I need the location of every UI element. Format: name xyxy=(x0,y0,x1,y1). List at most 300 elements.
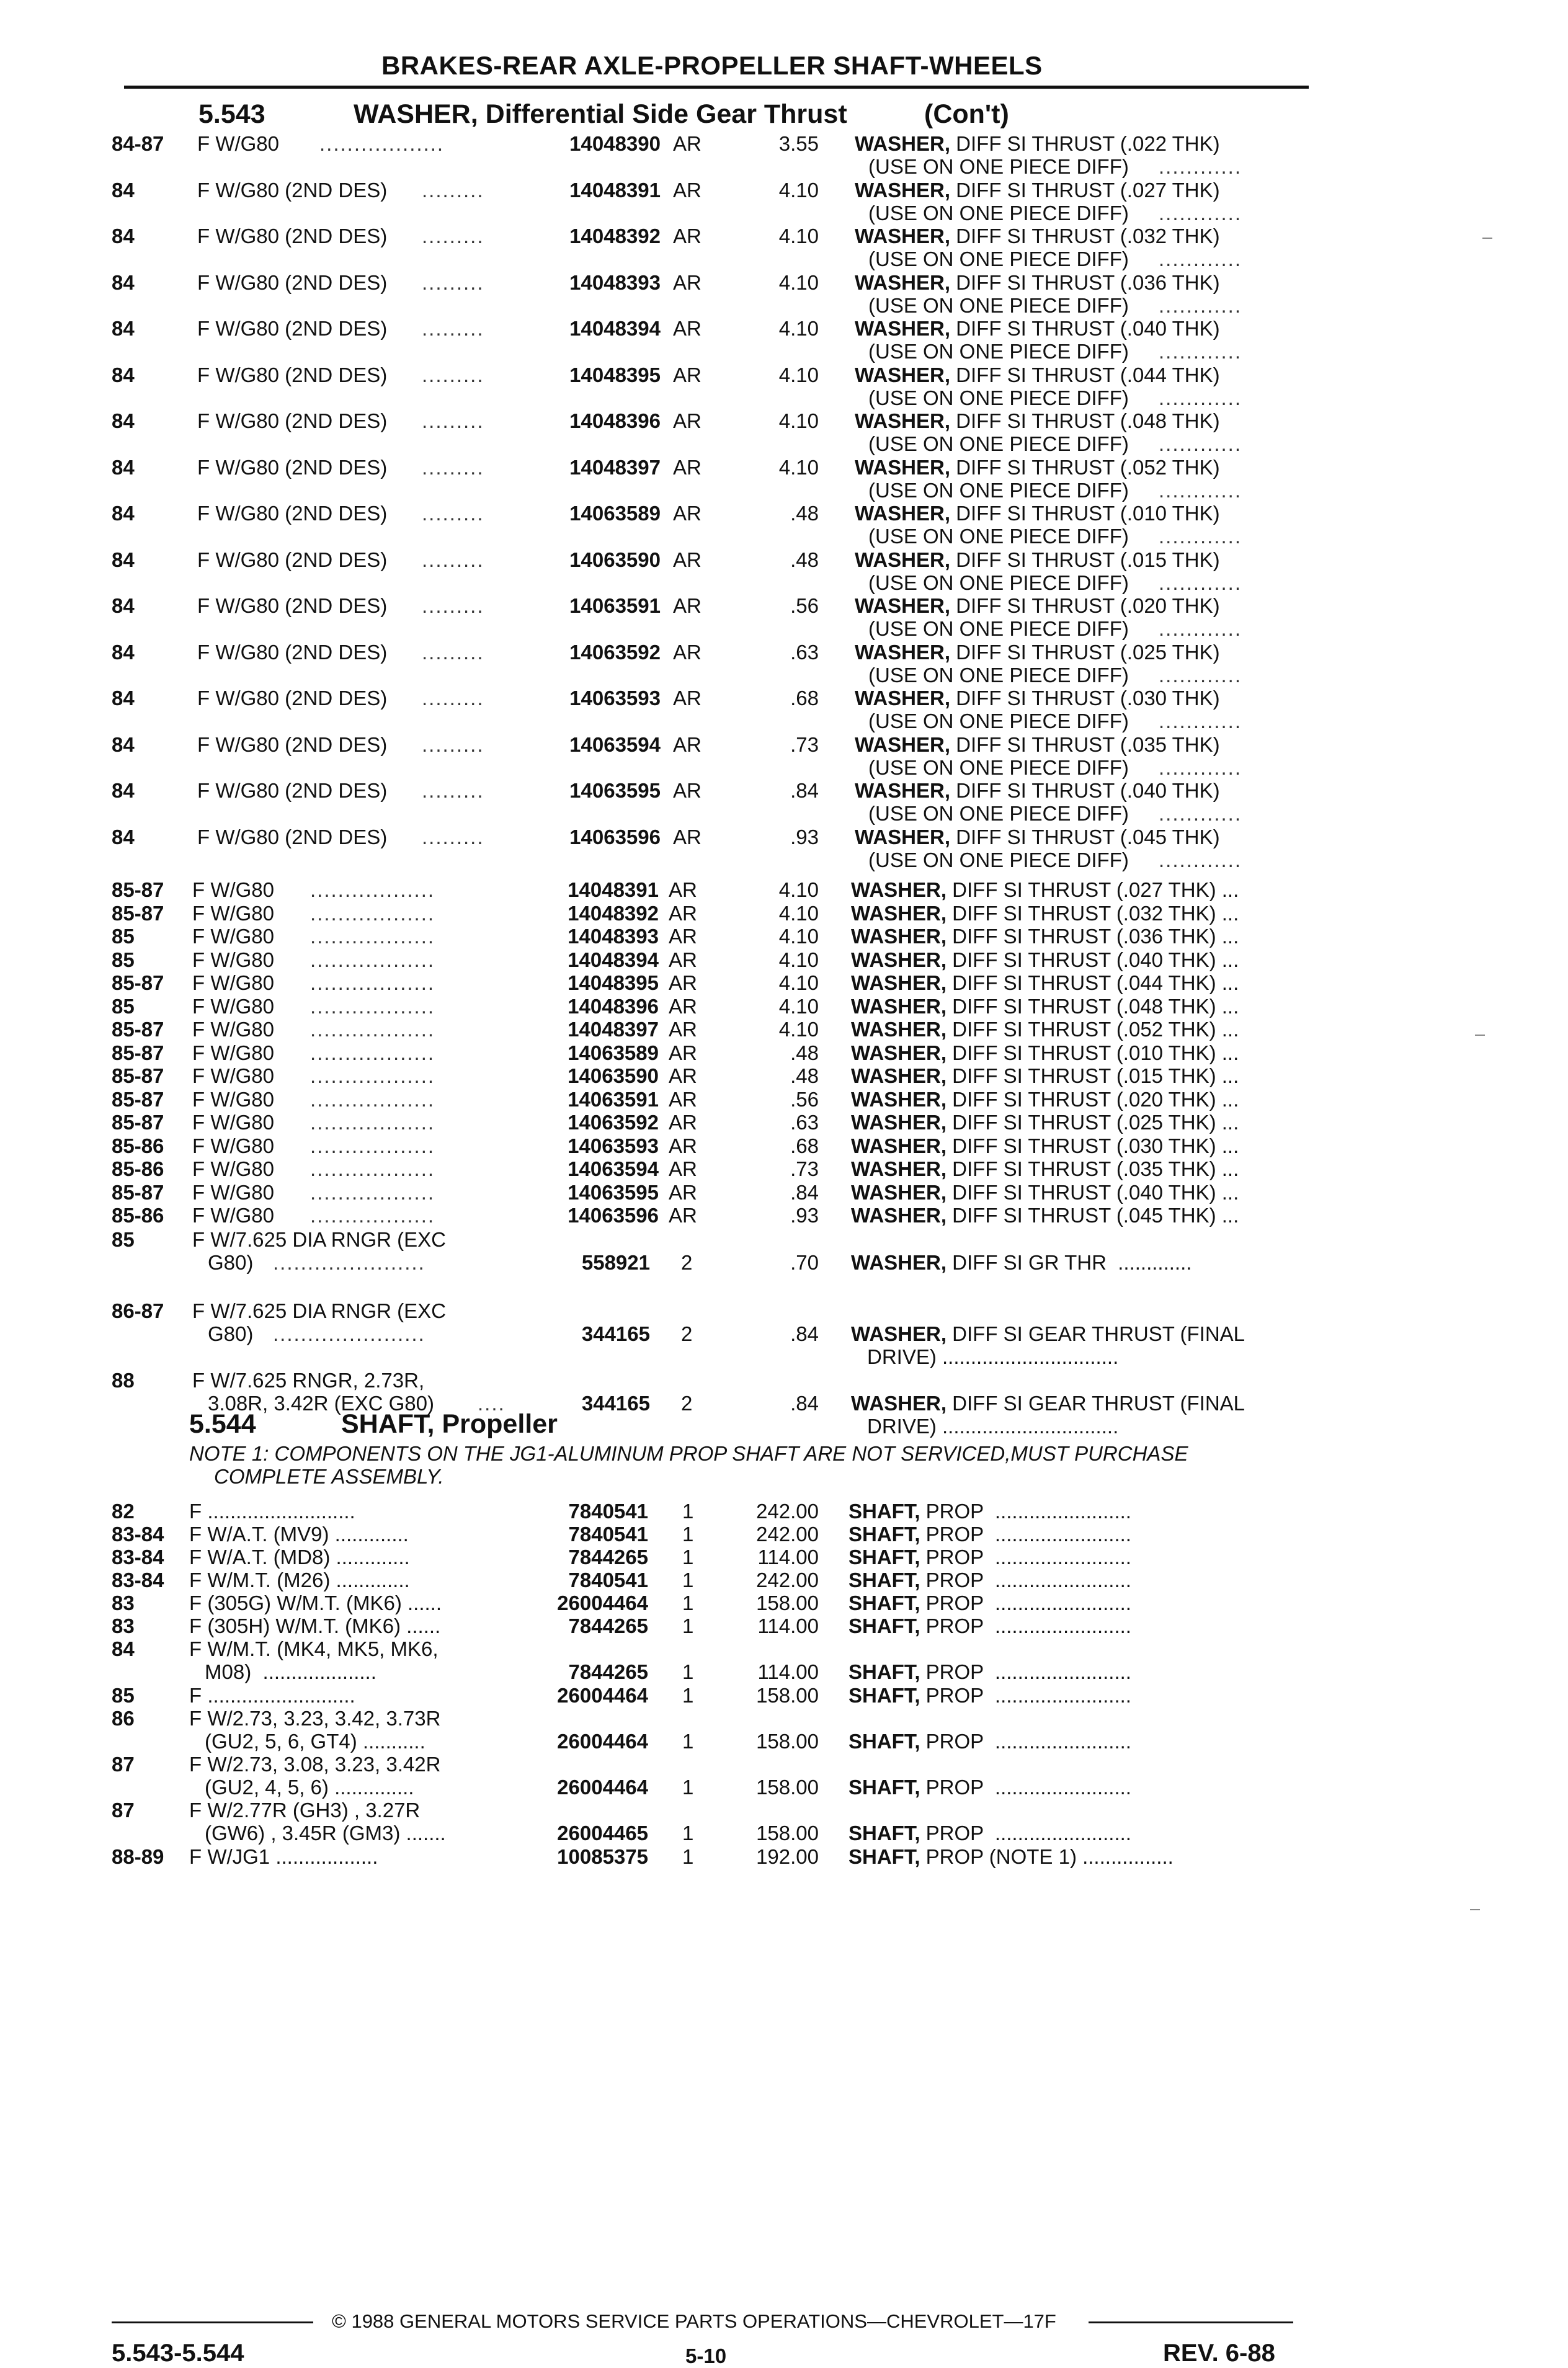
year-range: 84 xyxy=(112,687,135,710)
leader-dots: ............ xyxy=(1159,340,1242,363)
description-detail: PROP ........................ xyxy=(920,1614,1131,1637)
quantity: AR xyxy=(673,548,702,571)
page-title: BRAKES-REAR AXLE-PROPELLER SHAFT-WHEELS xyxy=(381,51,1043,80)
description-continuation: DRIVE) ............................... xyxy=(867,1345,1119,1368)
quantity: AR xyxy=(673,640,702,664)
leader-dots: .................. xyxy=(310,948,435,971)
description-noun: WASHER, xyxy=(855,502,951,525)
description-noun: WASHER, xyxy=(855,270,951,294)
quantity: AR xyxy=(669,878,697,901)
quantity: AR xyxy=(673,409,702,432)
description xyxy=(851,995,1239,1018)
description-detail: PROP ........................ xyxy=(920,1822,1131,1845)
quantity: 1 xyxy=(682,1822,694,1845)
description xyxy=(849,1822,1131,1845)
table-row xyxy=(0,1569,1568,1592)
table-row-continuation xyxy=(0,432,1568,456)
description-detail: DIFF SI THRUST (.044 THK) ... xyxy=(947,971,1239,994)
part-number: 14063592 xyxy=(569,640,661,664)
year-range: 85-87 xyxy=(112,901,164,925)
part-number: 7844265 xyxy=(568,1546,648,1569)
quantity: AR xyxy=(673,317,702,340)
leader-dots: ...................... xyxy=(273,1251,425,1274)
application: F W/7.625 DIA RNGR (EXC xyxy=(192,1228,446,1251)
table-row xyxy=(0,225,1568,248)
table-row xyxy=(0,826,1568,849)
description-noun: WASHER, xyxy=(851,1041,947,1064)
price: 4.10 xyxy=(778,363,819,386)
year-range: 85-87 xyxy=(112,1064,164,1087)
year-range: 84 xyxy=(112,317,135,340)
description-continuation: (USE ON ONE PIECE DIFF) xyxy=(868,663,1129,687)
description-detail: DIFF SI THRUST (.045 THK) xyxy=(950,825,1220,848)
application: F W/G80 xyxy=(192,971,275,994)
table-row-continuation xyxy=(0,155,1568,179)
description xyxy=(851,948,1239,972)
quantity: AR xyxy=(669,1064,697,1087)
table-row xyxy=(0,1064,1568,1088)
table-row-values xyxy=(0,1660,1568,1684)
description xyxy=(849,1523,1131,1546)
description xyxy=(851,1181,1239,1204)
year-range: 85-86 xyxy=(112,1157,164,1180)
year-range: 84 xyxy=(112,640,135,664)
description xyxy=(855,502,1220,525)
price: .63 xyxy=(790,1111,819,1134)
part-number: 26004464 xyxy=(557,1730,648,1753)
year-range: 84 xyxy=(112,409,135,432)
section-number: 5.543 xyxy=(198,99,265,129)
quantity: 1 xyxy=(682,1523,694,1546)
quantity: 2 xyxy=(681,1322,693,1345)
description-detail: DIFF SI THRUST (.052 THK) xyxy=(950,455,1220,479)
leader-dots: ......... xyxy=(422,455,484,479)
application: F (305H) W/M.T. (MK6) ...... xyxy=(189,1614,441,1637)
leader-dots: .................. xyxy=(310,1157,435,1180)
year-range: 85-86 xyxy=(112,1134,164,1157)
quantity: AR xyxy=(669,971,697,994)
description-continuation: (USE ON ONE PIECE DIFF) xyxy=(868,155,1129,178)
leader-dots: ............ xyxy=(1159,617,1242,640)
application-continuation: (GW6) , 3.45R (GM3) ....... xyxy=(205,1822,446,1845)
part-number: 14063593 xyxy=(568,1134,659,1157)
description-noun: WASHER, xyxy=(855,409,951,432)
leader-dots: .................. xyxy=(310,971,435,994)
part-number: 14048395 xyxy=(569,363,661,386)
leader-dots: .................. xyxy=(310,1111,435,1134)
description xyxy=(851,902,1239,925)
price: .48 xyxy=(790,1041,819,1064)
part-number: 14063594 xyxy=(568,1157,659,1180)
year-range: 82 xyxy=(112,1500,135,1523)
quantity: AR xyxy=(669,1018,697,1041)
application: F .......................... xyxy=(189,1684,355,1707)
description xyxy=(855,594,1220,618)
application: F W/G80 (2ND DES) xyxy=(197,548,388,571)
price: 4.10 xyxy=(778,409,819,432)
application-continuation: 3.08R, 3.42R (EXC G80) xyxy=(208,1392,434,1415)
table-row-values xyxy=(0,1322,1568,1346)
application-continuation: G80) xyxy=(208,1322,254,1345)
quantity: AR xyxy=(673,178,702,202)
quantity: AR xyxy=(673,825,702,848)
table-row xyxy=(0,456,1568,479)
table-row-continuation xyxy=(0,340,1568,363)
description-continuation: (USE ON ONE PIECE DIFF) xyxy=(868,617,1129,640)
quantity: AR xyxy=(673,594,702,617)
leader-dots: ............ xyxy=(1159,432,1242,455)
price: .84 xyxy=(790,1392,819,1415)
description xyxy=(855,363,1220,387)
application: F W/M.T. (M26) ............. xyxy=(189,1569,410,1591)
description-noun: WASHER, xyxy=(851,1064,947,1087)
description-detail: DIFF SI THRUST (.045 THK) ... xyxy=(947,1204,1239,1227)
footer-page-number: 5-10 xyxy=(685,2344,727,2367)
part-number: 14063591 xyxy=(568,1087,659,1111)
description xyxy=(851,1251,1192,1275)
application: F W/G80 (2ND DES) xyxy=(197,409,388,432)
table-row xyxy=(0,1369,1568,1392)
year-range: 84 xyxy=(112,225,135,247)
quantity: AR xyxy=(673,270,702,294)
quantity: AR xyxy=(669,925,697,948)
price: 114.00 xyxy=(757,1546,819,1569)
part-number: 14063594 xyxy=(569,732,661,756)
description xyxy=(851,1392,1245,1415)
leader-dots: ......... xyxy=(422,178,484,202)
description-noun: SHAFT, xyxy=(849,1660,920,1683)
price: 4.10 xyxy=(778,455,819,479)
leader-dots: ......... xyxy=(422,640,484,664)
quantity: AR xyxy=(669,1204,697,1227)
description-continuation: (USE ON ONE PIECE DIFF) xyxy=(868,201,1129,225)
price: .48 xyxy=(790,502,819,525)
section-title-sub: Propeller xyxy=(442,1409,558,1439)
description xyxy=(855,409,1220,433)
part-number: 14048394 xyxy=(568,948,659,971)
part-number: 14063589 xyxy=(569,502,661,525)
table-row xyxy=(0,948,1568,972)
price: 4.10 xyxy=(778,994,819,1018)
table-row xyxy=(0,1614,1568,1638)
description-detail: PROP ........................ xyxy=(920,1660,1131,1683)
quantity: 1 xyxy=(682,1591,694,1614)
part-number: 14063595 xyxy=(568,1180,659,1204)
application: F W/G80 (2ND DES) xyxy=(197,502,388,525)
description-detail: DIFF SI GEAR THRUST (FINAL xyxy=(947,1392,1245,1415)
application: F W/G80 xyxy=(197,132,280,155)
price: 158.00 xyxy=(756,1822,819,1845)
application: F W/G80 xyxy=(192,1157,275,1180)
quantity: AR xyxy=(669,1134,697,1157)
leader-dots: ......... xyxy=(422,825,484,848)
section-title-sub: Differential Side Gear Thrust xyxy=(485,99,847,129)
description-detail: DIFF SI THRUST (.035 THK) ... xyxy=(947,1157,1239,1180)
part-number: 14048392 xyxy=(569,225,661,247)
year-range: 83 xyxy=(112,1614,135,1637)
description-detail: PROP ........................ xyxy=(920,1730,1131,1753)
application: F .......................... xyxy=(189,1500,355,1523)
table-row-values xyxy=(0,1822,1568,1845)
part-number: 14063592 xyxy=(568,1111,659,1134)
price: 4.10 xyxy=(778,948,819,971)
year-range: 85-87 xyxy=(112,1111,164,1134)
quantity: 1 xyxy=(682,1730,694,1753)
year-range: 85-87 xyxy=(112,1180,164,1204)
description-continuation: (USE ON ONE PIECE DIFF) xyxy=(868,755,1129,779)
description-noun: WASHER, xyxy=(855,225,951,247)
year-range: 83 xyxy=(112,1591,135,1614)
description-detail: DIFF SI THRUST (.036 THK) xyxy=(950,270,1220,294)
price: .48 xyxy=(790,548,819,571)
description-noun: WASHER, xyxy=(851,1180,947,1204)
price: .73 xyxy=(790,732,819,756)
part-number: 344165 xyxy=(581,1392,650,1415)
table-row xyxy=(0,971,1568,995)
part-number: 26004464 xyxy=(557,1591,648,1614)
description-detail: PROP ........................ xyxy=(920,1591,1131,1614)
year-range: 84 xyxy=(112,548,135,571)
application: F W/G80 (2ND DES) xyxy=(197,640,388,664)
table-row xyxy=(0,317,1568,341)
table-row xyxy=(0,271,1568,295)
part-number: 14048396 xyxy=(569,409,661,432)
description-noun: WASHER, xyxy=(855,132,951,155)
leader-dots: .................. xyxy=(310,1018,435,1041)
description-detail: DIFF SI THRUST (.048 THK) ... xyxy=(947,994,1239,1018)
application-continuation: G80) xyxy=(208,1251,254,1274)
part-number: 14048391 xyxy=(569,178,661,202)
table-row xyxy=(0,1299,1568,1323)
part-number: 14048393 xyxy=(569,270,661,294)
description xyxy=(851,878,1239,902)
quantity: 2 xyxy=(681,1251,693,1274)
application: F W/G80 (2ND DES) xyxy=(197,270,388,294)
description-detail: DIFF SI THRUST (.025 THK) ... xyxy=(947,1111,1239,1134)
leader-dots: ......... xyxy=(422,317,484,340)
description xyxy=(855,826,1220,849)
description-noun: WASHER, xyxy=(851,1087,947,1111)
part-number: 7840541 xyxy=(568,1523,648,1546)
leader-dots: ......... xyxy=(422,779,484,802)
description xyxy=(851,1204,1239,1227)
description-detail: PROP ........................ xyxy=(920,1500,1131,1523)
application: F W/G80 (2ND DES) xyxy=(197,178,388,202)
table-row-continuation xyxy=(0,617,1568,641)
description-noun: SHAFT, xyxy=(849,1569,920,1591)
table-row xyxy=(0,1500,1568,1523)
part-number: 7840541 xyxy=(568,1500,648,1523)
year-range: 84 xyxy=(112,363,135,386)
description-noun: WASHER, xyxy=(851,971,947,994)
quantity: AR xyxy=(673,732,702,756)
application: F W/JG1 .................. xyxy=(189,1845,378,1868)
description xyxy=(855,179,1220,202)
leader-dots: ......... xyxy=(422,502,484,525)
description-noun: SHAFT, xyxy=(849,1523,920,1546)
table-row-continuation xyxy=(0,479,1568,502)
leader-dots: .................. xyxy=(310,1064,435,1087)
application-continuation: M08) .................... xyxy=(205,1660,376,1683)
part-number: 14063590 xyxy=(568,1064,659,1087)
footer-rule-left xyxy=(112,2321,313,2323)
table-row xyxy=(0,1523,1568,1546)
description-noun: WASHER, xyxy=(855,317,951,340)
description-noun: WASHER, xyxy=(851,1157,947,1180)
part-number: 14048397 xyxy=(568,1018,659,1041)
description-continuation: (USE ON ONE PIECE DIFF) xyxy=(868,710,1129,732)
table-row xyxy=(0,641,1568,664)
year-range: 83-84 xyxy=(112,1523,164,1546)
price: 158.00 xyxy=(756,1776,819,1799)
part-number: 14048396 xyxy=(568,994,659,1018)
application-continuation: (GU2, 5, 6, GT4) ........... xyxy=(205,1730,425,1753)
year-range: 84 xyxy=(112,1637,135,1660)
leader-dots: ............ xyxy=(1159,663,1242,687)
header-divider xyxy=(124,86,1309,89)
table-row-values xyxy=(0,1730,1568,1753)
description-detail: DIFF SI THRUST (.044 THK) xyxy=(950,363,1220,386)
table-row-continuation xyxy=(0,802,1568,826)
leader-dots: .................. xyxy=(310,1041,435,1064)
description-detail: DIFF SI THRUST (.015 THK) xyxy=(950,548,1220,571)
part-number: 14048394 xyxy=(569,317,661,340)
description xyxy=(855,548,1220,572)
description-noun: WASHER, xyxy=(855,178,951,202)
table-row xyxy=(0,995,1568,1018)
quantity: AR xyxy=(669,948,697,971)
leader-dots: ............ xyxy=(1159,710,1242,732)
leader-dots: ............ xyxy=(1159,478,1242,502)
description-detail: DIFF SI THRUST (.040 THK) ... xyxy=(947,948,1239,971)
description-detail: PROP ........................ xyxy=(920,1776,1131,1799)
price: 114.00 xyxy=(757,1614,819,1637)
part-number: 14063591 xyxy=(569,594,661,617)
leader-dots: ............ xyxy=(1159,802,1242,825)
description-continuation: DRIVE) ............................... xyxy=(867,1415,1119,1438)
description-continuation: (USE ON ONE PIECE DIFF) xyxy=(868,293,1129,317)
part-number: 14063589 xyxy=(568,1041,659,1064)
leader-dots: ............ xyxy=(1159,525,1242,548)
price: 4.10 xyxy=(778,1018,819,1041)
table-row-continuation xyxy=(0,525,1568,548)
part-number: 14048390 xyxy=(569,132,661,155)
year-range: 85 xyxy=(112,948,135,971)
leader-dots: ............ xyxy=(1159,848,1242,871)
application: F (305G) W/M.T. (MK6) ...... xyxy=(189,1591,442,1614)
price: 242.00 xyxy=(756,1569,819,1591)
leader-dots: .................. xyxy=(310,1180,435,1204)
year-range: 84 xyxy=(112,502,135,525)
description xyxy=(849,1730,1131,1753)
table-row xyxy=(0,1591,1568,1615)
description-detail: DIFF SI THRUST (.030 THK) ... xyxy=(947,1134,1239,1157)
price: .68 xyxy=(790,1134,819,1157)
scan-mark xyxy=(1482,238,1492,239)
quantity: AR xyxy=(673,132,702,155)
section-title xyxy=(341,1409,558,1440)
section-continued: (Con't) xyxy=(924,99,1009,129)
description-noun: SHAFT, xyxy=(849,1822,920,1845)
description xyxy=(855,733,1220,757)
quantity: AR xyxy=(673,455,702,479)
price: 4.10 xyxy=(778,317,819,340)
description-noun: WASHER, xyxy=(851,994,947,1018)
description xyxy=(855,641,1220,664)
description-detail: PROP ........................ xyxy=(920,1523,1131,1546)
quantity: 1 xyxy=(682,1569,694,1591)
section-heading-5-544 xyxy=(189,1409,558,1440)
table-row xyxy=(0,363,1568,387)
leader-dots: ......... xyxy=(422,270,484,294)
year-range: 84 xyxy=(112,270,135,294)
leader-dots: ......... xyxy=(422,548,484,571)
application: F W/G80 xyxy=(192,1064,275,1087)
leader-dots: ......... xyxy=(422,363,484,386)
year-range: 84 xyxy=(112,594,135,617)
year-range: 85 xyxy=(112,925,135,948)
section-title-main: SHAFT, xyxy=(341,1409,435,1439)
year-range: 85 xyxy=(112,1684,135,1707)
price: 114.00 xyxy=(757,1660,819,1683)
price: .93 xyxy=(790,825,819,848)
table-row xyxy=(0,1041,1568,1065)
table-row xyxy=(0,1088,1568,1111)
description-noun: SHAFT, xyxy=(849,1614,920,1637)
leader-dots: ............ xyxy=(1159,293,1242,317)
quantity: 1 xyxy=(682,1776,694,1799)
table-row xyxy=(0,1546,1568,1569)
application: F W/G80 xyxy=(192,994,275,1018)
application: F W/G80 xyxy=(192,1087,275,1111)
application: F W/G80 (2ND DES) xyxy=(197,317,388,340)
table-row xyxy=(0,1845,1568,1869)
price: .56 xyxy=(790,594,819,617)
part-number: 14063596 xyxy=(568,1204,659,1227)
year-range: 88-89 xyxy=(112,1845,164,1868)
application: F W/G80 xyxy=(192,1111,275,1134)
note-line-1: NOTE 1: COMPONENTS ON THE JG1-ALUMINUM PROP SHAFT ARE NOT SERVICED,MUST PURCHASE xyxy=(189,1442,1188,1465)
part-number: 14063590 xyxy=(569,548,661,571)
quantity: AR xyxy=(669,901,697,925)
table-row-values xyxy=(0,1776,1568,1799)
description-detail: PROP ........................ xyxy=(920,1684,1131,1707)
price: .68 xyxy=(790,687,819,710)
description-noun: SHAFT, xyxy=(849,1591,920,1614)
price: .48 xyxy=(790,1064,819,1087)
description-noun: WASHER, xyxy=(855,363,951,386)
table-row-continuation xyxy=(0,848,1568,872)
price: 158.00 xyxy=(756,1684,819,1707)
description-continuation: (USE ON ONE PIECE DIFF) xyxy=(868,340,1129,363)
description xyxy=(851,1088,1239,1111)
description xyxy=(849,1546,1131,1569)
quantity: AR xyxy=(669,994,697,1018)
application: F W/G80 (2ND DES) xyxy=(197,363,388,386)
table-row xyxy=(0,179,1568,202)
description-detail: DIFF SI THRUST (.052 THK) ... xyxy=(947,1018,1239,1041)
description-detail: DIFF SI THRUST (.040 THK) ... xyxy=(947,1180,1239,1204)
year-range: 86 xyxy=(112,1707,135,1730)
table-row xyxy=(0,1753,1568,1776)
description xyxy=(851,1064,1239,1088)
quantity: 1 xyxy=(682,1546,694,1569)
year-range: 85-87 xyxy=(112,878,164,901)
description xyxy=(851,1322,1245,1346)
leader-dots: .................. xyxy=(310,925,435,948)
leader-dots: ......... xyxy=(422,225,484,247)
description-detail: DIFF SI THRUST (.020 THK) ... xyxy=(947,1087,1239,1111)
